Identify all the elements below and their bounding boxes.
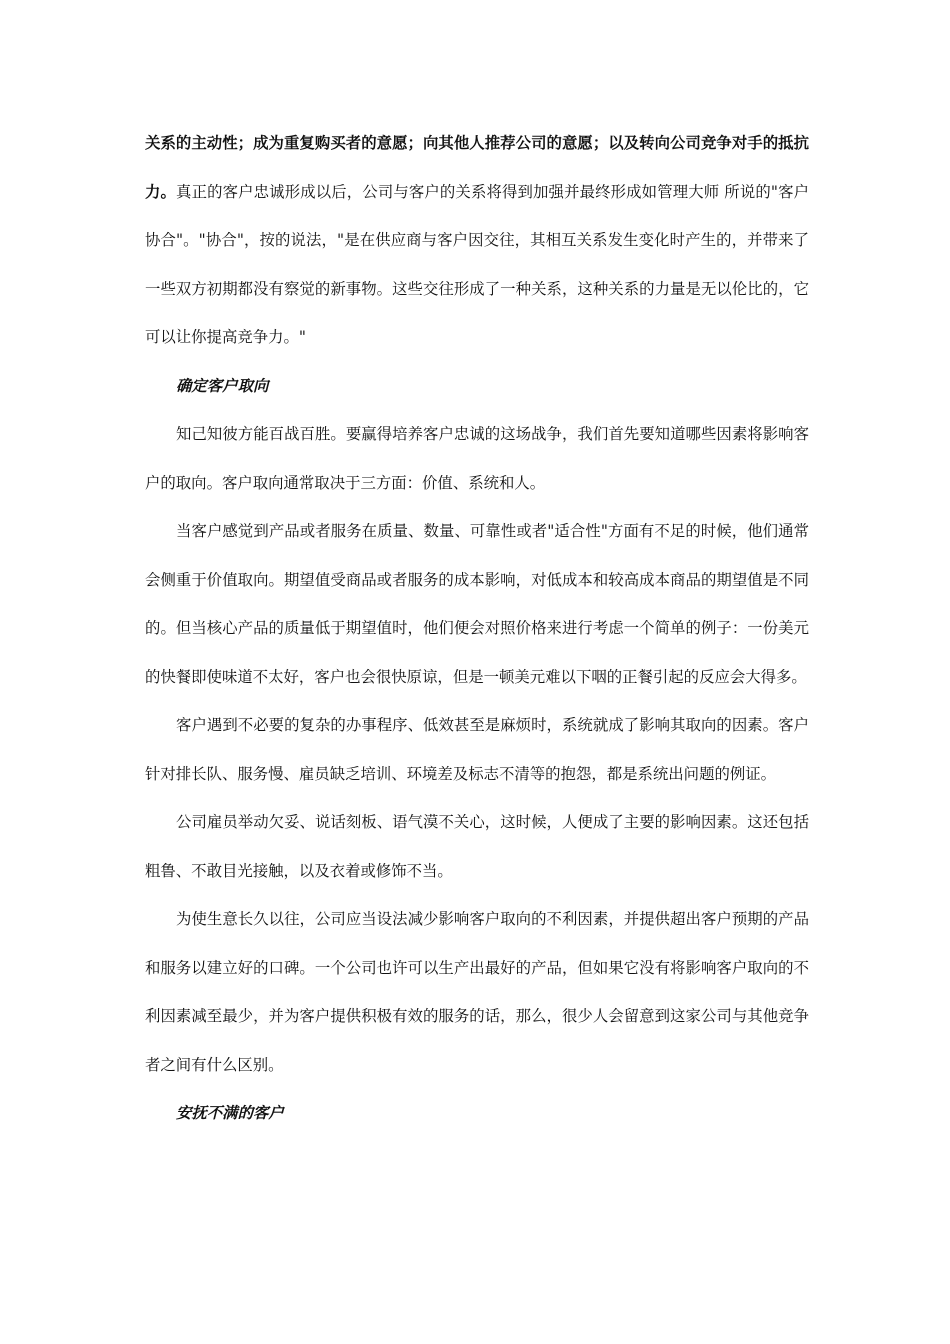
document-page xyxy=(145,119,809,1138)
bold-lead-text: 关系的主动性；成为重复购买者的意愿；向其他人推荐公司的意愿；以及转向公司竞争对手的抵抗力。 xyxy=(145,134,809,201)
paragraph-people-orientation: 公司雇员举动欠妥、说话刻板、语气漠不关心，这时候，人便成了主要的影响因素。这还包括粗鲁、不敢目光接触，以及衣着或修饰不当。 xyxy=(145,813,809,880)
section-heading-pacify-customers: 安抚不满的客户 xyxy=(176,1104,284,1122)
section-heading-customer-orientation: 确定客户取向 xyxy=(176,376,269,395)
paragraph-loyalty-relationship xyxy=(145,119,809,362)
paragraph-know-yourself: 知己知彼方能百战百胜。要赢得培养客户忠诚的这场战争，我们首先要知道哪些因素将影响客户的取向。客户取向通常取决于三方面：价值、系统和人。 xyxy=(145,425,809,492)
paragraph-system-orientation: 客户遇到不必要的复杂的办事程序、低效甚至是麻烦时，系统就成了影响其取向的因素。客户针对排长队、服务慢、雇员缺乏培训、环境差及标志不清等的抱怨，都是系统出问题的例证。 xyxy=(145,716,809,783)
paragraph-value-orientation: 当客户感觉到产品或者服务在质量、数量、可靠性或者"适合性"方面有不足的时候，他们通常会侧重于价值取向。期望值受商品或者服务的成本影响，对低成本和较高成本商品的期望值是不同的。但当核心产品的质量低于期望值时，他们便会对照价格来进行考虑一个简单的例子：一份美元的快餐即使味道不太好，客户也会很快原谅，但是一顿美元难以下咽的正餐引起的反应会大得多。 xyxy=(145,522,809,686)
paragraph-reduce-negatives: 为使生意长久以往，公司应当设法减少影响客户取向的不利因素，并提供超出客户预期的产品和服务以建立好的口碑。一个公司也许可以生产出最好的产品，但如果它没有将影响客户取向的不利因素减至最少，并为客户提供积极有效的服务的话，那么，很少人会留意到这家公司与其他竞争者之间有什么区别。 xyxy=(145,910,809,1074)
paragraph-text: 真正的客户忠诚形成以后，公司与客户的关系将得到加强并最终形成如管理大师 所说的"客户协合"。"协合"，按的说法，"是在供应商与客户因交往，其相互关系发生变化时产生的，并带来了一些双方初期都没有察觉的新事物。这些交往形成了一种关系，这种关系的力量是无以伦比的，它可以让你提高竞争力。" xyxy=(145,182,809,346)
